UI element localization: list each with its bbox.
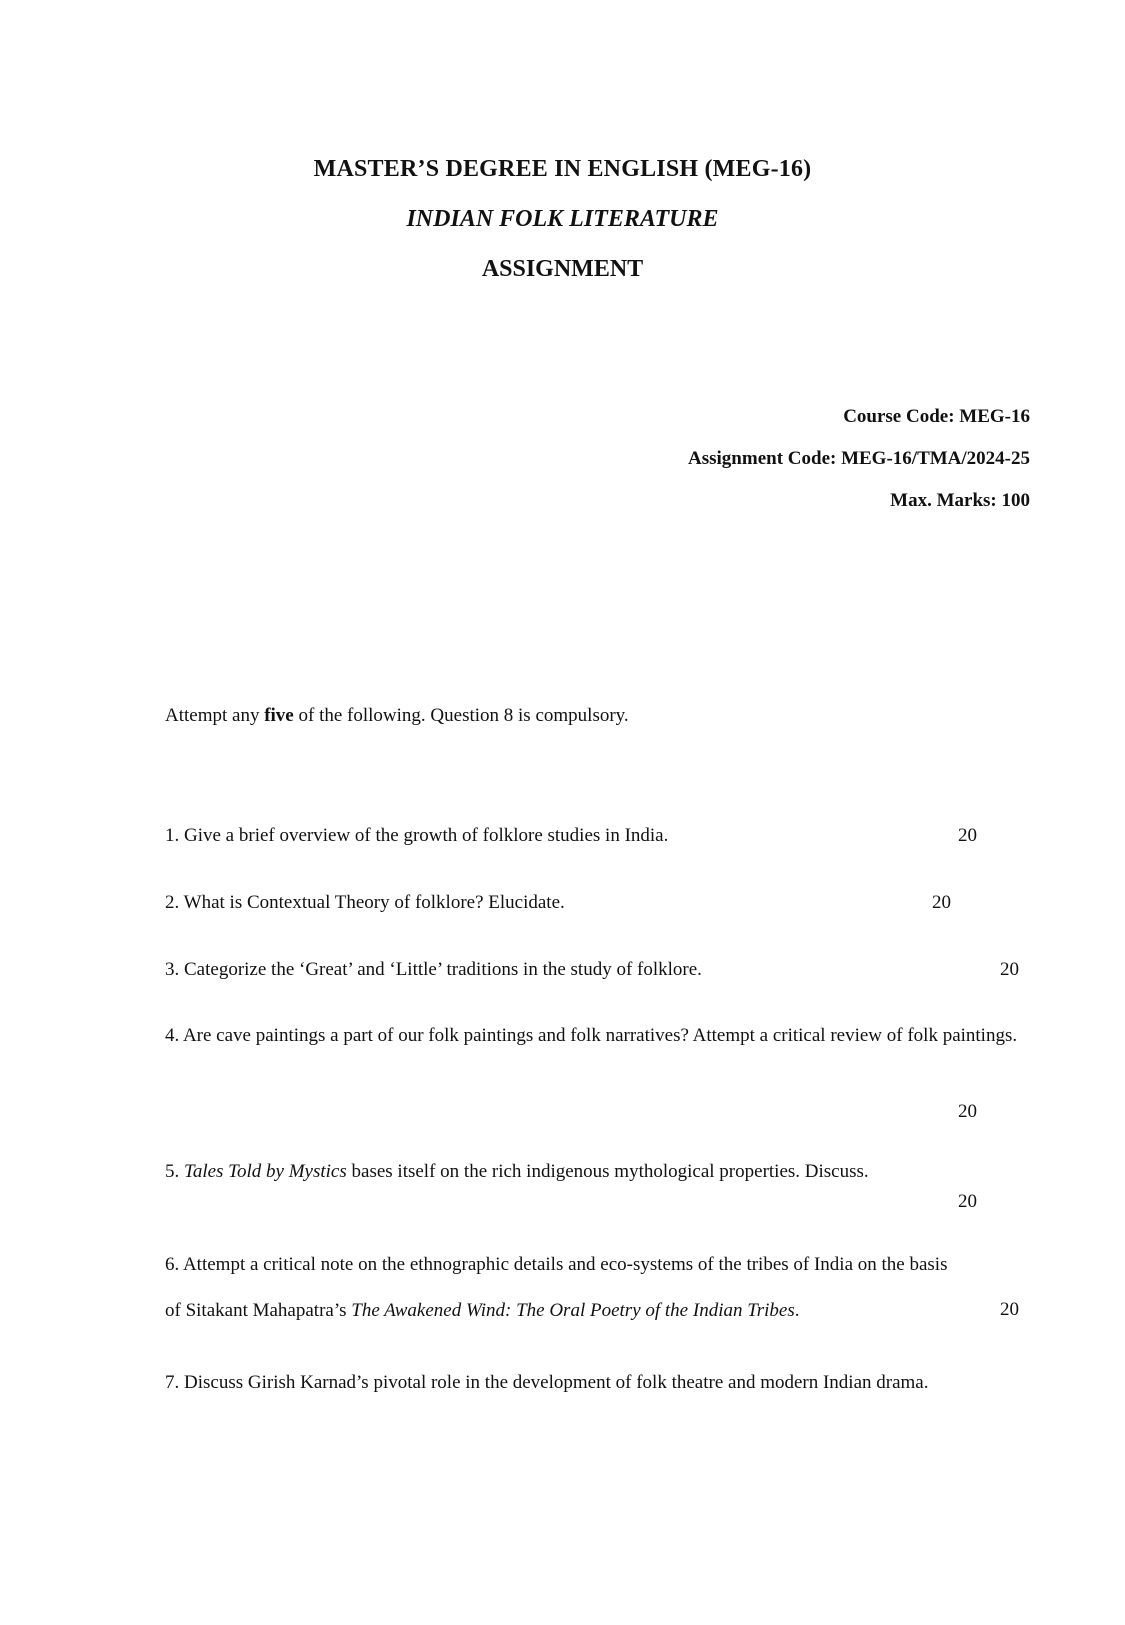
question-4: 4. Are cave paintings a part of our folk paintings and folk narratives? Attempt a critical review of folk paintings. bbox=[165, 1025, 1018, 1046]
question-5-work-title: Tales Told by Mystics bbox=[184, 1161, 347, 1182]
question-5-suffix: bases itself on the rich indigenous mythological properties. Discuss. bbox=[346, 1161, 869, 1182]
question-5-prefix: 5. bbox=[165, 1161, 184, 1182]
question-5 bbox=[165, 1154, 1035, 1189]
instruction bbox=[165, 705, 629, 727]
question-5-marks: 20 bbox=[958, 1191, 977, 1212]
course-code: Course Code: MEG-16 bbox=[843, 406, 1030, 427]
question-3-marks: 20 bbox=[1000, 959, 1019, 980]
programme-title: MASTER’S DEGREE IN ENGLISH (MEG-16) bbox=[313, 156, 812, 182]
question-3: 3. Categorize the ‘Great’ and ‘Little’ traditions in the study of folklore. bbox=[165, 959, 702, 980]
question-4-marks: 20 bbox=[958, 1101, 977, 1122]
question-6-marks: 20 bbox=[1000, 1299, 1019, 1320]
question-1-marks: 20 bbox=[958, 825, 977, 846]
question-6-prefix: 6. Attempt a critical note on the ethnographic details and eco-systems of the tribes of India on the basis of Sitakant Mahapatra’s bbox=[165, 1254, 948, 1321]
question-7: 7. Discuss Girish Karnad’s pivotal role in the development of folk theatre and modern Indian drama. bbox=[165, 1372, 929, 1393]
question-2: 2. What is Contextual Theory of folklore? Elucidate. bbox=[165, 892, 565, 913]
document-type: ASSIGNMENT bbox=[481, 256, 644, 282]
question-2-marks: 20 bbox=[932, 892, 951, 913]
question-6 bbox=[165, 1242, 965, 1334]
instruction-suffix: of the following. Question 8 is compulsory. bbox=[293, 705, 629, 726]
question-6-suffix: . bbox=[794, 1300, 800, 1321]
instruction-emphasis: five bbox=[264, 705, 294, 726]
question-1: 1. Give a brief overview of the growth of folklore studies in India. bbox=[165, 825, 669, 846]
instruction-prefix: Attempt any bbox=[165, 705, 265, 726]
max-marks: Max. Marks: 100 bbox=[890, 490, 1030, 511]
course-title: INDIAN FOLK LITERATURE bbox=[406, 206, 719, 232]
question-6-work-title: The Awakened Wind: The Oral Poetry of the Indian Tribes bbox=[351, 1300, 795, 1321]
assignment-code: Assignment Code: MEG-16/TMA/2024-25 bbox=[688, 448, 1030, 469]
